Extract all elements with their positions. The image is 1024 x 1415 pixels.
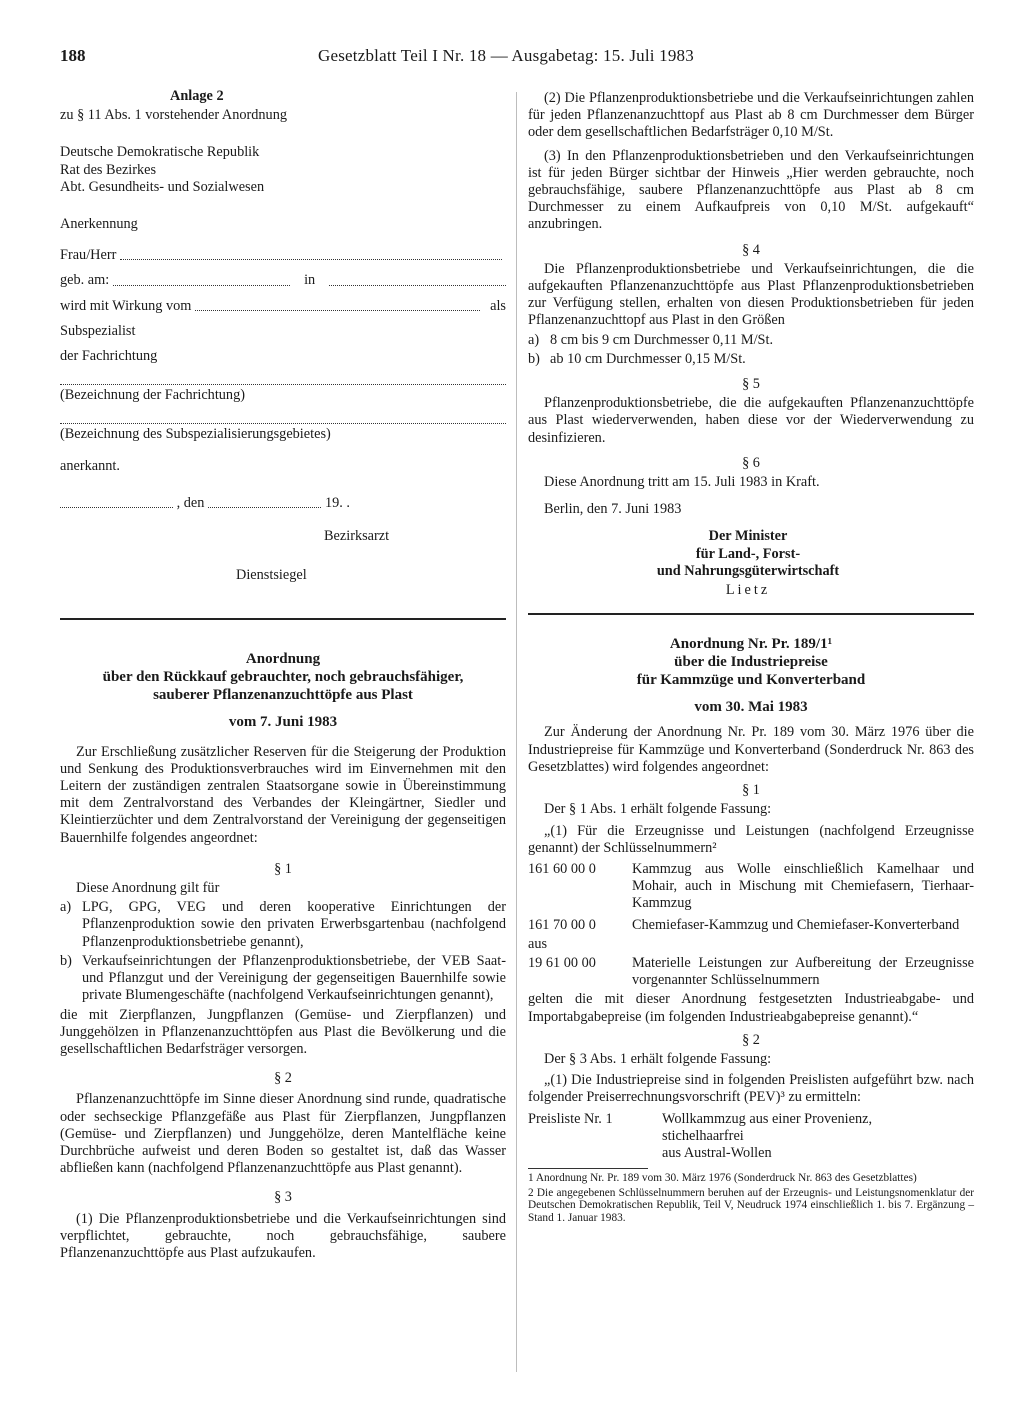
s1-close: gelten die mit dieser Anordnung festgesetzten Industrieabgabe- und Importabgabepreise (im folgenden Industrieabgabepreise genannt).“	[528, 991, 974, 1025]
signature-block	[628, 528, 868, 580]
s3-paragraph-3: (3) In den Pflanzenproduktionsbetrieben und den Verkaufseinrichtungen ist für jeden Bürger sichtbar der Hinweis „Hier werden gebrauchte, noch gebrauchsfähige, saubere Pflanzenanzuchttöpfe aus Plast ab 8 cm Durchmesser zu einem Aufkaufpreis von 0,10 M/St. aufgekauft“ anzubringen.	[528, 147, 974, 233]
field-name-row	[60, 247, 506, 264]
code-number: 19 61 00 00	[528, 954, 596, 971]
field-name-label: Frau/Herr	[60, 247, 117, 264]
left-column	[60, 88, 506, 1262]
section-heading: § 4	[742, 241, 760, 258]
price-desc-line: stichelhaarfrei	[662, 1127, 744, 1144]
ordinance1-preamble: Zur Erschließung zusätzlicher Reserven für die Steigerung der Produktion und Senkung des Produktionsverbrauches wird im Einvernehmen mit den Leitern der zuständigen zentralen Staatsorgane sowie in Übereinstimmung mit dem Zentralvorstand des Verbandes der Kleingärtner, Siedler und Kleintierzüchter und dem Zentralvorstand der Vereinigung der gegenseitigen Bauernhilfe folgendes angeordnet:	[60, 743, 506, 846]
issuer-line: Abt. Gesundheits- und Sozialwesen	[60, 178, 265, 195]
fill-line	[195, 309, 480, 311]
list-item	[60, 953, 506, 1005]
price-desc-line: Wollkammzug aus einer Provenienz,	[662, 1110, 873, 1127]
issuer-block	[60, 144, 506, 196]
fill-line	[208, 506, 321, 508]
footnote: 2 Die angegebenen Schlüsselnummern beruhen auf der Erzeugnis- und Leistungsnomenklatur der Deutschen Demokratischen Republik, Teil V, Neudruck 1974 einschließlich 1. bis 7. Ergänzung – Stand 1. Januar 1983.	[528, 1186, 974, 1224]
s3-paragraph-1: (1) Die Pflanzenproduktionsbetriebe und die Verkaufseinrichtungen sind verpflichtet, gebrauchte, noch gebrauchsfähige, saubere Pflanzenanzuchttöpfe aus Plast aufzukaufen.	[60, 1210, 506, 1261]
seal-label: Dienstsiegel	[236, 567, 307, 584]
s1-quote: „(1) Für die Erzeugnisse und Leistungen (nachfolgend Erzeugnisse genannt) der Schlüsselnummern²	[528, 822, 974, 856]
recognized-text: anerkannt.	[60, 457, 120, 474]
section-heading: § 3	[274, 1189, 292, 1206]
signature-line: Der Minister	[708, 528, 788, 545]
subspecialist-label: Subspezialist	[60, 322, 136, 339]
code-description: Materielle Leistungen zur Aufbereitung der Erzeugnisse vorgenannter Schlüsselnummern	[632, 954, 974, 989]
section-heading: § 2	[742, 1031, 760, 1048]
code-row	[528, 917, 974, 934]
fill-line	[60, 506, 173, 508]
fill-line	[60, 410, 506, 424]
s2-text: Pflanzenanzuchttöpfe im Sinne dieser Anordnung sind runde, quadratische oder sechseckige Pflanzgefäße aus Plast für Zierpflanzen, Jungpflanzen (Gemüse- und Zierpflanzen) und Junggehölze, deren Mantelfläche keine Durchbrüche aufweist und deren Boden so gestaltet ist, daß das Wasser abfließen kann (nachfolgend Pflanzenanzuchttöpfe aus Plast genannt).	[60, 1091, 506, 1177]
title-line: sauberer Pflanzenanzuchttöpfe aus Plast	[153, 687, 413, 704]
right-column	[528, 90, 974, 1225]
code-row	[528, 955, 974, 989]
list-marker: b)	[60, 952, 72, 969]
list-text: Verkaufseinrichtungen der Pflanzenproduktionsbetriebe, der VEB Saat- und Pflanzgut und der Vereinigung der gegenseitigen Bauernhilfe sowie private Blumengeschäfte (nachfolgend Verkaufseinrichtungen genannt),	[82, 952, 506, 1004]
price-list-description	[662, 1111, 974, 1163]
s1-outro: die mit Zierpflanzen, Jungpflanzen (Gemüse- und Zierpflanzen) und Junggehölzen in Pflanzenanzuchttöpfen aus Plast die Bevölkerung und die gesellschaftlichen Bedarfsträger versorgen.	[60, 1006, 506, 1057]
field-born-row	[60, 272, 506, 289]
section-heading: § 2	[274, 1070, 292, 1087]
list-marker: a)	[528, 331, 540, 348]
fill-line	[329, 284, 506, 286]
s6-text: Diese Anordnung tritt am 15. Juli 1983 in Kraft.	[544, 474, 820, 491]
footnotes	[528, 1172, 974, 1224]
code-number: 161 70 00 0	[528, 916, 596, 933]
s3-paragraph-2: (2) Die Pflanzenproduktionsbetriebe und die Verkaufseinrichtungen zahlen für jeden Pflanzenanzuchttopf aus Plast ab 8 cm Durchmesser dem Bürger oder dem gesellschaftlichen Bedarfsträger 0,10 M/St.	[528, 90, 974, 141]
price-desc-line: aus Austral-Wollen	[662, 1144, 772, 1161]
code-number: 161 60 00 0	[528, 860, 596, 877]
s1-intro: Der § 1 Abs. 1 erhält folgende Fassung:	[544, 801, 772, 818]
ordinance2-preamble: Zur Änderung der Anordnung Nr. Pr. 189 vom 30. März 1976 über die Industriepreise für Kammzüge und Konverterband (Sonderdruck Nr. 863 des Gesetzblattes) wird folgendes angeordnet:	[528, 724, 974, 775]
footnote-rule	[528, 1168, 648, 1169]
list-text: ab 10 cm Durchmesser 0,15 M/St.	[550, 350, 746, 367]
s2-intro: Der § 3 Abs. 1 erhält folgende Fassung:	[544, 1050, 772, 1067]
section-heading: § 5	[742, 376, 760, 393]
title-line: über den Rückkauf gebrauchter, noch gebrauchsfähiger,	[102, 669, 464, 686]
signature-line: für Land-, Forst-	[695, 545, 801, 562]
issuer-line: Deutsche Demokratische Republik	[60, 144, 260, 161]
list-item	[60, 899, 506, 951]
title-line: für Kammzüge und Konverterband	[636, 672, 866, 689]
field-effect-label: wird mit Wirkung vom	[60, 297, 192, 314]
ordinance1-date: vom 7. Juni 1983	[228, 714, 338, 731]
list-text: 8 cm bis 9 cm Durchmesser 0,11 M/St.	[550, 331, 774, 348]
section-rule	[60, 618, 506, 620]
annex-title: Anlage 2	[170, 88, 224, 104]
section-heading: § 1	[274, 860, 292, 877]
code-description: Chemiefaser-Kammzug und Chemiefaser-Konverterband	[632, 916, 960, 933]
ordinance2-date: vom 30. Mai 1983	[694, 699, 808, 716]
price-list-label: Preisliste Nr. 1	[528, 1110, 613, 1127]
list-item	[528, 351, 974, 368]
aus-label: aus	[528, 935, 548, 952]
discipline-caption: (Bezeichnung der Fachrichtung)	[60, 387, 245, 404]
section-rule	[528, 613, 974, 615]
field-effect-row	[60, 298, 506, 315]
place-date: Berlin, den 7. Juni 1983	[544, 501, 682, 518]
field-in-label: in	[304, 272, 316, 289]
title-line: Anordnung	[245, 651, 321, 668]
list-item	[528, 332, 974, 349]
date-den: , den	[176, 494, 205, 511]
s5-text: Pflanzenproduktionsbetriebe, die die aufgekauften Pflanzenanzuchttöpfe aus Plast wiederverwenden, haben diese vor der Wiederverwendung zu desinfizieren.	[528, 395, 974, 446]
area-caption: (Bezeichnung des Subspezialisierungsgebietes)	[60, 426, 331, 443]
list-marker: a)	[60, 899, 72, 916]
price-list-row	[528, 1111, 974, 1163]
field-born-label: geb. am:	[60, 272, 110, 289]
footnote: 1 Anordnung Nr. Pr. 189 vom 30. März 1976 (Sonderdruck Nr. 863 des Gesetzblattes)	[528, 1172, 917, 1185]
running-head: Gesetzblatt Teil I Nr. 18 — Ausgabetag: 15. Juli 1983	[318, 46, 694, 65]
title-line: über die Industriepreise	[674, 654, 828, 671]
signature-line: und Nahrungsgüterwirtschaft	[656, 562, 840, 579]
fill-line	[113, 284, 290, 286]
code-row	[528, 861, 974, 913]
ordinance1-title	[60, 650, 506, 704]
title-line: Anordnung Nr. Pr. 189/1¹	[669, 636, 833, 653]
ordinance2-title	[528, 635, 974, 689]
signer-label: Bezirksarzt	[324, 528, 390, 545]
form-title: Anerkennung	[60, 216, 138, 233]
s4-text: Die Pflanzenproduktionsbetriebe und Verkaufseinrichtungen, die die aufgekauften Pflanzenanzuchttöpfe aus Plast Pflanzenproduktionsbetrieben zur Verfügung stellen, erhalten von diesen Produktionsbetrieben für jeden Pflanzenanzuchttopf aus Plast in den Größen	[528, 260, 974, 329]
s1-intro: Diese Anordnung gilt für	[76, 880, 220, 897]
s2-quote: „(1) Die Industriepreise sind in folgenden Preislisten aufgeführt bzw. nach folgender Preiserrechnungsvorschrift (PEV)³ zu ermitteln:	[528, 1072, 974, 1106]
date-row	[60, 495, 350, 512]
column-divider	[516, 92, 517, 1372]
fill-line	[60, 371, 506, 385]
date-year: 19. .	[324, 494, 351, 511]
discipline-label: der Fachrichtung	[60, 348, 158, 365]
list-marker: b)	[528, 350, 540, 367]
field-as-label: als	[490, 297, 506, 314]
fill-line	[120, 258, 502, 260]
signatory-name: Lietz	[725, 582, 771, 599]
section-heading: § 1	[742, 782, 760, 799]
page-number: 188	[60, 46, 86, 65]
code-description: Kammzug aus Wolle einschließlich Kamelhaar und Mohair, auch in Mischung mit Chemiefasern, Tierhaar-Kammzug	[632, 860, 974, 912]
annex-subtitle: zu § 11 Abs. 1 vorstehender Anordnung	[60, 107, 287, 124]
issuer-line: Rat des Bezirkes	[60, 161, 157, 178]
section-heading: § 6	[742, 454, 760, 471]
list-text: LPG, GPG, VEG und deren kooperative Einrichtungen der Pflanzenproduktion sowie den privaten Erwerbsgartenbau (nachfolgend Pflanzenproduktionsbetriebe genannt),	[82, 899, 506, 950]
